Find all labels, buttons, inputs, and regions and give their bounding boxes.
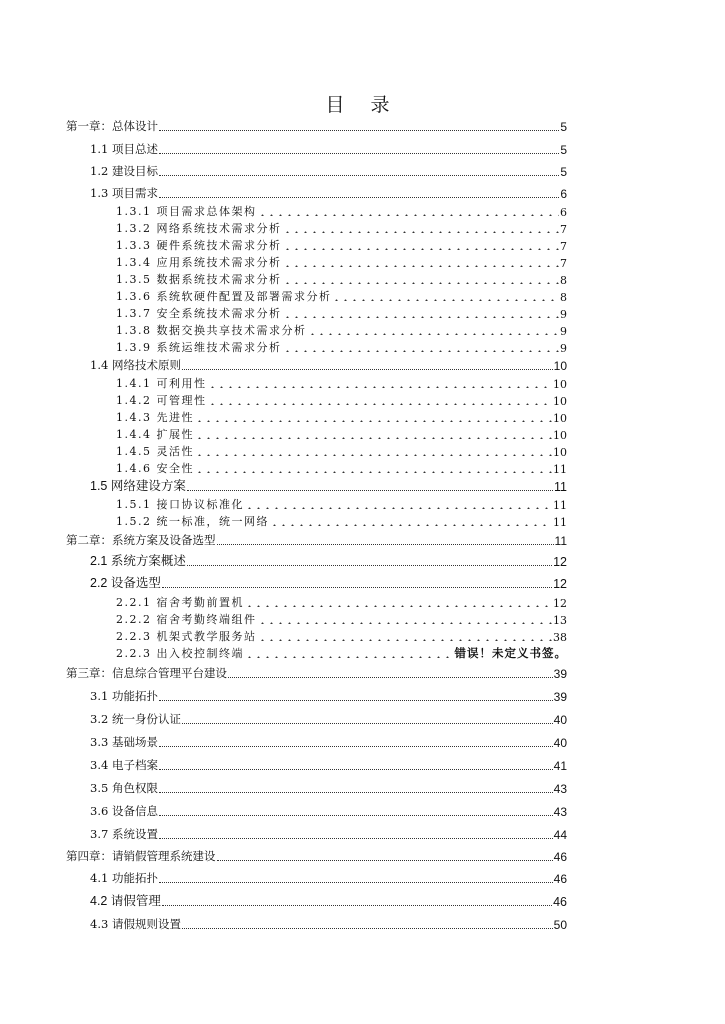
toc-entry-text: 3.5 角色权限 <box>90 781 158 795</box>
toc-leader <box>159 145 559 154</box>
toc-entry-text: 1.4.3 先进性 <box>116 411 194 424</box>
toc-leader <box>245 650 454 658</box>
toc-entry-text: 1.3.3 硬件系统技术需求分析 <box>116 239 282 252</box>
toc-entry-text: 4.2 请假管理 <box>90 894 161 908</box>
toc-entry-page: 7 <box>560 257 567 270</box>
toc-entry-page: 40 <box>553 713 567 727</box>
toc-entry-page: 10 <box>553 412 567 425</box>
toc-leader <box>283 310 560 318</box>
toc-entry-page: 7 <box>560 223 567 236</box>
toc-entry-2-2-3[interactable] <box>116 628 567 644</box>
toc-entry-text: 2.2.3 机架式教学服务站 <box>116 630 257 643</box>
toc-entry-page: 40 <box>553 736 567 750</box>
toc-entry-page: 39 <box>553 690 567 704</box>
toc-entry-1-3-2[interactable] <box>116 220 567 236</box>
toc-leader <box>159 692 553 701</box>
toc-entry-page: 7 <box>560 240 567 253</box>
toc-leader <box>159 122 559 131</box>
toc-entry-text: 1.4 网络技术原则 <box>90 358 181 372</box>
toc-entry-text: 1.4.4 扩展性 <box>116 428 194 441</box>
toc-entry-page: 6 <box>560 187 567 201</box>
toc-entry-page: 5 <box>560 143 567 157</box>
toc-entry-page: 12 <box>553 577 567 591</box>
toc-leader <box>283 344 560 352</box>
toc-entry-1-2[interactable] <box>90 163 567 179</box>
toc-entry-text: 1.3 项目需求 <box>90 186 158 200</box>
toc-leader <box>195 431 552 439</box>
toc-entry-text: 1.3.5 数据系统技术需求分析 <box>116 273 282 286</box>
toc-leader <box>182 361 553 370</box>
toc-entry-page: 11 <box>553 463 567 476</box>
toc-entry-1-3-4[interactable] <box>116 254 567 270</box>
toc-leader <box>159 784 553 793</box>
toc-leader <box>159 738 553 747</box>
toc-entry-1-3-1[interactable] <box>116 203 567 219</box>
toc-entry-1-5-2[interactable] <box>116 513 567 529</box>
toc-leader <box>195 465 552 473</box>
toc-leader <box>159 761 553 770</box>
toc-leader <box>217 536 554 545</box>
toc-leader <box>258 633 553 641</box>
toc-entry-2-2-1[interactable] <box>116 594 567 610</box>
toc-leader <box>245 501 552 509</box>
toc-leader <box>182 920 553 929</box>
toc-leader <box>187 482 553 491</box>
toc-leader <box>332 293 559 301</box>
toc-entry-text: 1.3.2 网络系统技术需求分析 <box>116 222 282 235</box>
toc-entry-page: 10 <box>553 359 567 373</box>
toc-leader <box>182 715 553 724</box>
toc-entry-text: 1.4.6 安全性 <box>116 462 194 475</box>
toc-leader <box>195 448 552 456</box>
toc-entry-text: 3.2 统一身份认证 <box>90 712 181 726</box>
toc-entry-4-3[interactable] <box>90 916 567 932</box>
toc-entry-page: 6 <box>560 206 567 219</box>
toc-entry-1-3-3[interactable] <box>116 237 567 253</box>
toc-entry-1-4-3[interactable] <box>116 409 567 425</box>
toc-entry-1-4-6[interactable] <box>116 460 567 476</box>
toc-entry-text: 2.2.1 宿舍考勤前置机 <box>116 596 244 609</box>
toc-leader <box>217 852 553 861</box>
toc-entry-4-1[interactable] <box>90 870 567 886</box>
toc-entry-1-3[interactable] <box>90 185 567 201</box>
toc-entry-3-6[interactable] <box>90 803 567 819</box>
toc-entry-text: 1.4.1 可利用性 <box>116 377 207 390</box>
toc-entry-text: 第二章：系统方案及设备选型 <box>66 533 216 547</box>
toc-entry-2-1[interactable] <box>90 553 567 569</box>
toc-entry-text: 1.5.1 接口协议标准化 <box>116 498 244 511</box>
toc-entry-page: 10 <box>553 395 567 408</box>
toc-entry-page: 9 <box>560 342 567 355</box>
toc-entry-1-4-4[interactable] <box>116 426 567 442</box>
toc-entry-text: 1.3.7 安全系统技术需求分析 <box>116 307 282 320</box>
toc-entry-page: 11 <box>554 534 567 548</box>
toc-leader <box>283 242 560 250</box>
toc-entry-text: 1.3.6 系统软硬件配置及部署需求分析 <box>116 290 332 303</box>
toc-leader <box>283 225 560 233</box>
toc-entry-1-3-5[interactable] <box>116 271 567 287</box>
toc-entry-page: 43 <box>553 782 567 796</box>
toc-entry-1-3-8[interactable] <box>116 322 567 338</box>
toc-entry-chapter-1[interactable] <box>66 118 567 134</box>
toc-entry-text: 1.4.5 灵活性 <box>116 445 194 458</box>
toc-entry-text: 3.4 电子档案 <box>90 758 158 772</box>
toc-entry-chapter-2[interactable] <box>66 532 567 548</box>
toc-entry-page: 44 <box>553 828 567 842</box>
toc-entry-1-4-2[interactable] <box>116 392 567 408</box>
toc-entry-3-7[interactable] <box>90 826 567 842</box>
toc-entry-text: 4.1 功能拓扑 <box>90 871 158 885</box>
toc-entry-page: 错误！未定义书签。 <box>454 646 567 660</box>
toc-leader <box>258 616 553 624</box>
toc-entry-text: 第一章：总体设计 <box>66 119 158 133</box>
toc-entry-chapter-4[interactable] <box>66 848 567 864</box>
toc-leader <box>162 579 552 588</box>
toc-leader <box>195 414 552 422</box>
toc-leader <box>208 380 553 388</box>
toc-entry-text: 2.2.2 宿舍考勤终端组件 <box>116 613 257 626</box>
toc-entry-text: 1.5.2 统一标准，统一网络 <box>116 515 269 528</box>
toc-entry-1-4-1[interactable] <box>116 375 567 391</box>
toc-entry-3-2[interactable] <box>90 711 567 727</box>
toc-entry-page: 13 <box>553 614 567 627</box>
toc-leader <box>159 167 559 176</box>
toc-entry-page: 38 <box>553 631 567 644</box>
toc-leader <box>162 897 552 906</box>
toc-entry-page: 11 <box>553 499 567 512</box>
toc-entry-page: 39 <box>553 667 567 681</box>
toc-entry-2-2-3-gate[interactable] <box>116 645 567 661</box>
toc-leader <box>159 807 553 816</box>
toc-entry-1-4-5[interactable] <box>116 443 567 459</box>
toc-entry-page: 46 <box>553 872 567 886</box>
toc-leader <box>159 830 553 839</box>
toc-entry-page: 11 <box>553 516 567 529</box>
toc-entry-1-3-6[interactable] <box>116 288 567 304</box>
toc-entry-2-2[interactable] <box>90 575 567 591</box>
toc-entry-3-1[interactable] <box>90 688 567 704</box>
toc-entry-text: 3.3 基础场景 <box>90 735 158 749</box>
toc-entry-1-3-9[interactable] <box>116 339 567 355</box>
toc-leader <box>208 397 553 405</box>
toc-entry-text: 2.2 设备选型 <box>90 576 161 590</box>
toc-entry-page: 10 <box>553 446 567 459</box>
toc-entry-text: 3.7 系统设置 <box>90 827 158 841</box>
toc-leader <box>283 276 560 284</box>
toc-entry-text: 1.4.2 可管理性 <box>116 394 207 407</box>
toc-entry-page: 5 <box>560 120 567 134</box>
toc-entry-page: 46 <box>553 850 567 864</box>
toc-entry-text: 第三章：信息综合管理平台建设 <box>66 666 227 680</box>
toc-entry-page: 8 <box>560 291 567 304</box>
toc-entry-text: 1.1 项目总述 <box>90 142 158 156</box>
toc-entry-text: 1.3.1 项目需求总体架构 <box>116 205 257 218</box>
toc-entry-text: 2.1 系统方案概述 <box>90 554 186 568</box>
toc-entry-text: 2.2.3 出入校控制终端 <box>116 647 244 660</box>
toc-leader <box>187 557 552 566</box>
toc-entry-text: 1.5 网络建设方案 <box>90 479 186 493</box>
toc-entry-page: 8 <box>560 274 567 287</box>
toc-entry-text: 3.6 设备信息 <box>90 804 158 818</box>
toc-leader <box>283 259 560 267</box>
toc-entry-page: 12 <box>553 597 567 610</box>
toc-entry-text: 1.3.4 应用系统技术需求分析 <box>116 256 282 269</box>
toc-entry-page: 10 <box>553 429 567 442</box>
toc-entry-1-1[interactable] <box>90 141 567 157</box>
toc-entry-page: 41 <box>553 759 567 773</box>
toc-entry-page: 11 <box>554 480 567 494</box>
toc-entry-1-5[interactable] <box>90 478 567 494</box>
toc-entry-text: 1.3.9 系统运维技术需求分析 <box>116 341 282 354</box>
toc-entry-3-5[interactable] <box>90 780 567 796</box>
toc-entry-text: 4.3 请假规则设置 <box>90 917 181 931</box>
toc-entry-page: 43 <box>553 805 567 819</box>
toc-entry-chapter-3[interactable] <box>66 665 567 681</box>
toc-entry-page: 9 <box>560 325 567 338</box>
toc-entry-page: 50 <box>553 918 567 932</box>
toc-leader <box>228 669 553 678</box>
toc-entry-1-4[interactable] <box>90 357 567 373</box>
toc-leader <box>258 208 560 216</box>
toc-entry-1-5-1[interactable] <box>116 496 567 512</box>
toc-leader <box>270 518 552 526</box>
toc-entry-page: 10 <box>553 378 567 391</box>
toc-entry-text: 3.1 功能拓扑 <box>90 689 158 703</box>
toc-entry-4-2[interactable] <box>90 893 567 909</box>
toc-entry-text: 第四章：请销假管理系统建设 <box>66 849 216 863</box>
toc-title: 目 录 <box>325 94 400 116</box>
toc-leader <box>308 327 560 335</box>
toc-entry-1-3-7[interactable] <box>116 305 567 321</box>
toc-entry-3-3[interactable] <box>90 734 567 750</box>
toc-entry-page: 5 <box>560 165 567 179</box>
toc-leader <box>245 599 552 607</box>
toc-entry-2-2-2[interactable] <box>116 611 567 627</box>
toc-entry-page: 12 <box>553 555 567 569</box>
toc-entry-text: 1.3.8 数据交换共享技术需求分析 <box>116 324 307 337</box>
toc-leader <box>159 189 559 198</box>
toc-entry-text: 1.2 建设目标 <box>90 164 158 178</box>
toc-leader <box>159 874 553 883</box>
toc-entry-page: 9 <box>560 308 567 321</box>
toc-entry-3-4[interactable] <box>90 757 567 773</box>
toc-entry-page: 46 <box>553 895 567 909</box>
